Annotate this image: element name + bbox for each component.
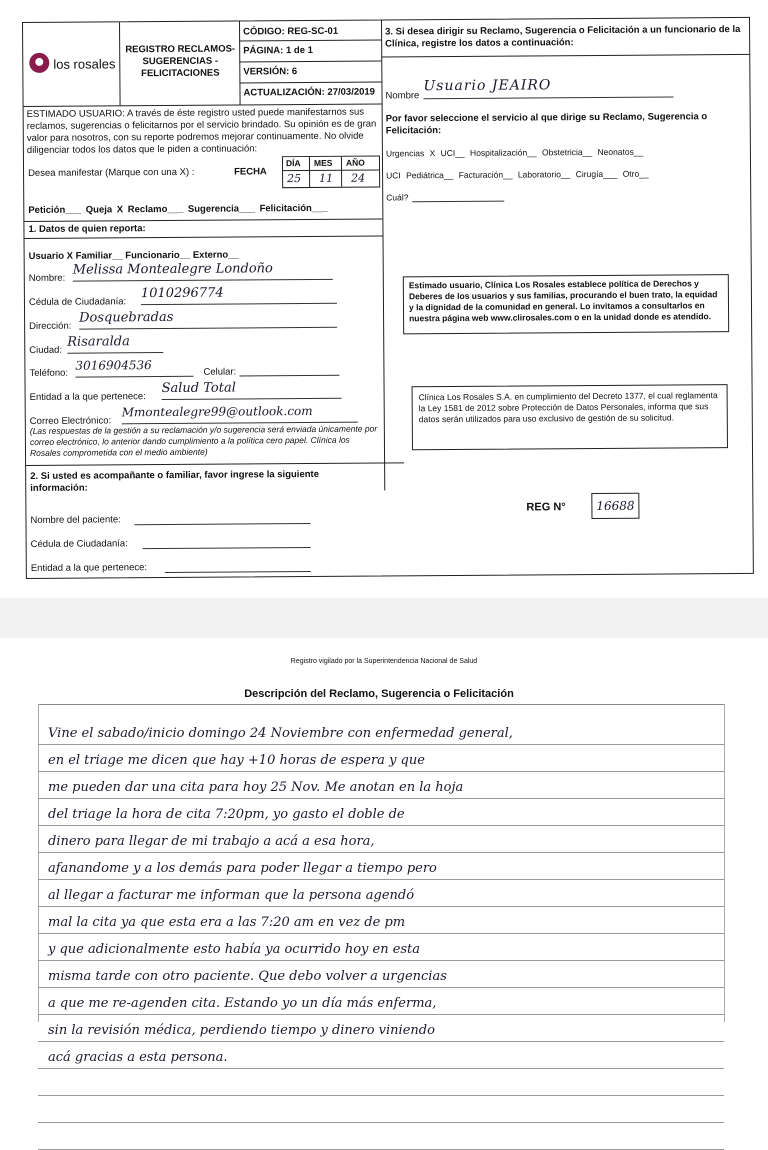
manifest-options[interactable]: Petición___ Queja X Reclamo___ Sugerencia___ Felicitación___ (28, 202, 328, 216)
form-page: PÁGINA: 1 de 1 (243, 44, 313, 57)
section1-title: 1. Datos de quien reporta: (28, 223, 146, 235)
ciudad-field[interactable]: Risaralda (67, 334, 163, 354)
ano-label: AÑO (345, 157, 365, 168)
description-line: y que adicionalmente esto había ya ocurrido hoy en esta (38, 934, 724, 961)
celular-field[interactable] (239, 375, 339, 377)
page-gap (0, 598, 768, 638)
funcionario-nombre-field[interactable]: Usuario JEAIRO (423, 76, 673, 99)
direccion-label: Dirección: (29, 320, 72, 332)
form-version: VERSIÓN: 6 (243, 66, 298, 78)
description-line: mal la cita ya que esta era a las 7:20 am en vez de pm (38, 907, 724, 934)
entidad-label: Entidad a la que pertenece: (29, 391, 146, 403)
fecha-label: FECHA (234, 166, 267, 178)
description-title: Descripción del Reclamo, Sugerencia o Felicitación (244, 688, 514, 700)
entidad-acomp-label: Entidad a la que pertenece: (30, 562, 148, 574)
reporter-type-options[interactable]: Usuario X Familiar__ Funcionario__ Externo__ (28, 249, 239, 262)
description-line: me pueden dar una cita para hoy 25 Nov. Me anotan en la hoja (38, 772, 724, 799)
funcionario-nombre-label: Nombre (385, 90, 420, 102)
paciente-label: Nombre del paciente: (30, 514, 121, 526)
mes-value[interactable]: 11 (319, 171, 334, 185)
rights-notice: Estimado usuario, Clínica Los Rosales establece política de Derechos y Deberes de los usuarios y sus familias, procurando el buen trato, la equidad y la dignidad de la comunidad en general. Lo invitamos a consultarlos en nuestra página web www.clirosales.com o en la unidad donde es atendido. (403, 274, 729, 334)
paciente-field[interactable] (135, 523, 311, 525)
reg-label: REG N° (526, 501, 566, 514)
telefono-field[interactable]: 3016904536 (75, 358, 193, 378)
description-line: a que me re-agenden cita. Estando yo un día más enferma, (38, 988, 724, 1015)
servicios-row2[interactable]: UCI Pediátrica__ Facturación__ Laboratorio__ Cirugía___ Otro__ (386, 168, 649, 181)
description-line (38, 1123, 724, 1150)
description-line: al llegar a facturar me informan que la persona agendó (38, 880, 724, 907)
description-line (38, 1096, 724, 1123)
servicios-row1[interactable]: Urgencias X UCI__ Hospitalización__ Obstetricia__ Neonatos__ (385, 146, 644, 159)
description-line: dinero para llegar de mi trabajo a acá a esa hora, (38, 826, 724, 853)
mes-label: MES (313, 157, 333, 168)
intro-text: ESTIMADO USUARIO: A través de éste registro usted puede manifestarnos sus reclamos, sugerencias o felicitarnos por el servicio brindado. Su opinión es de gran valor para nosotros, con su reporte podremos mejorar continuamente. No olvide diligenciar todos los datos que le piden a continuación: (26, 106, 377, 156)
reg-number: 16688 (591, 493, 639, 519)
cual-label: Cuál? (386, 192, 409, 203)
correo-label: Correo Electrónico: (29, 415, 112, 427)
privacy-notice: Clínica Los Rosales S.A. en cumplimiento del Decreto 1377, el cual reglamenta la Ley 1581 de 2012 sobre Protección de Datos Personales, informa que sus datos serán utilizados para uso exclusivo de gestión de su solicitud. (412, 384, 728, 450)
correo-note: (Las respuestas de la gestión a su reclamación y/o sugerencia será enviada únicamente por correo electrónico, lo anterior dando cumplimiento a la política cero papel. Clínica los Rosales comprometida con el medio ambiente) (29, 423, 378, 458)
logo-text: los rosales (53, 56, 116, 72)
entidad-acomp-field[interactable] (165, 571, 311, 573)
description-line (38, 1069, 724, 1096)
description-line: en el triage me dicen que hay +10 horas de espera y que (38, 745, 724, 772)
correo-field[interactable]: Mmontealegre99@outlook.com (122, 404, 358, 425)
description-lines[interactable] (38, 718, 724, 1150)
manifest-label: Desea manifestar (Marque con una X) : (28, 166, 195, 179)
cedula-label: Cédula de Ciudadanía: (28, 296, 127, 308)
description-line: acá gracias a esta persona. (38, 1042, 724, 1069)
cedula-acomp-label: Cédula de Ciudadanía: (30, 538, 128, 550)
form-code: CÓDIGO: REG-SC-01 (243, 25, 339, 38)
description-line: sin la revisión médica, perdiendo tiempo y dinero viniendo (38, 1015, 724, 1042)
cedula-acomp-field[interactable] (143, 547, 311, 549)
dia-value[interactable]: 25 (287, 172, 302, 186)
form-sheet (22, 17, 754, 579)
cedula-field[interactable]: 1010296774 (141, 285, 337, 305)
form-updated: ACTUALIZACIÓN: 27/03/2019 (243, 86, 375, 99)
vigilado-text: Registro vigilado por la Superintendencia Nacional de Salud (290, 658, 478, 665)
ciudad-label: Ciudad: (29, 344, 63, 356)
cual-field[interactable] (412, 201, 504, 203)
description-line: del triage la hora de cita 7:20pm, yo gasto el doble de (38, 799, 724, 826)
servicio-title: Por favor seleccione el servicio al que dirige su Reclamo, Sugerencia o Felicitación: (385, 111, 708, 137)
section3-title: 3. Si desea dirigir su Reclamo, Sugerencia o Felicitación a un funcionario de la Clínica, registre los datos a continuación: (385, 23, 741, 50)
ano-value[interactable]: 24 (351, 171, 366, 185)
rose-logo-icon (29, 53, 49, 73)
direccion-field[interactable]: Dosquebradas (79, 309, 337, 330)
entidad-field[interactable]: Salud Total (162, 380, 342, 400)
nombre-label: Nombre: (28, 272, 66, 284)
section2-title: 2. Si usted es acompañante o familiar, favor ingrese la siguiente información: (30, 468, 320, 494)
telefono-label: Teléfono: (29, 367, 69, 379)
date-box (282, 156, 380, 189)
celular-label: Celular: (203, 366, 237, 378)
nombre-field[interactable]: Melissa Montealegre Londoño (73, 261, 333, 282)
clinic-logo (29, 50, 124, 81)
dia-label: DÍA (285, 158, 301, 169)
description-line: misma tarde con otro paciente. Que debo volver a urgencias (38, 961, 724, 988)
form-title: REGISTRO RECLAMOS-SUGERENCIAS - FELICITACIONES (125, 43, 236, 80)
description-line: afanandome y a los demás para poder llegar a tiempo pero (38, 853, 724, 880)
description-line: Vine el sabado/inicio domingo 24 Noviembre con enfermedad general, (38, 718, 724, 745)
